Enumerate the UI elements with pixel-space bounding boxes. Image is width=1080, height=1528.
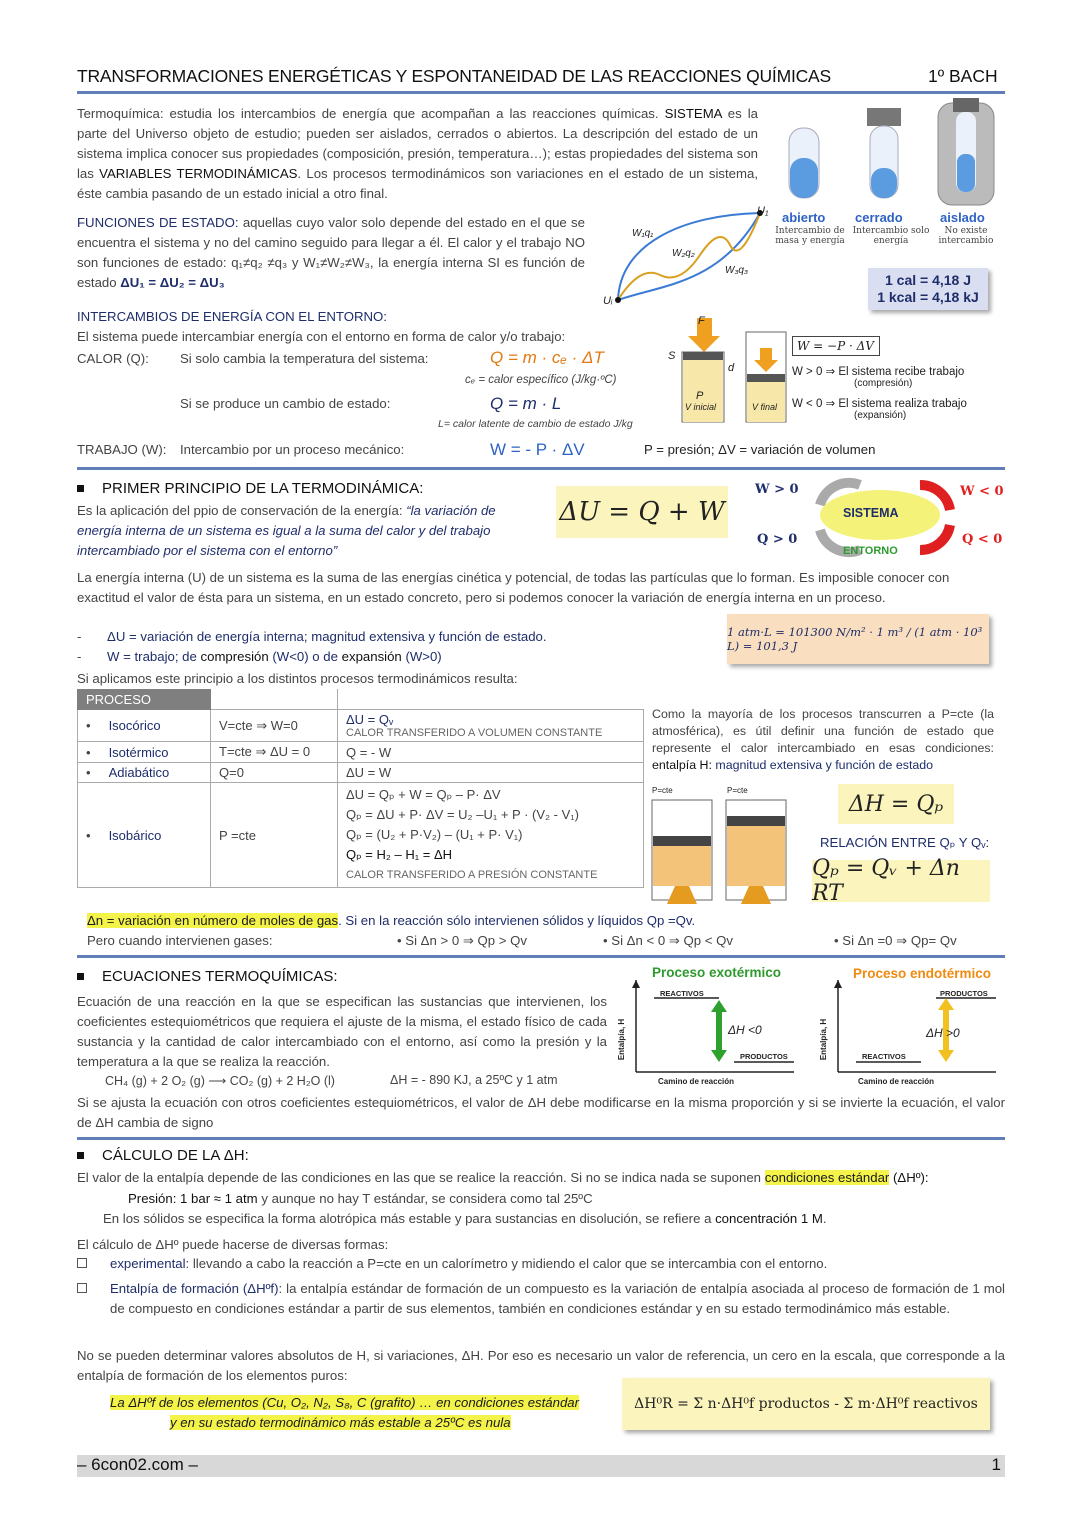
isolated-tube xyxy=(938,98,994,205)
table-row: • Adiabático Q=0 ΔU = W xyxy=(78,763,644,783)
checkbox-icon xyxy=(77,1258,87,1268)
gases-label: Pero cuando intervienen gases: xyxy=(87,933,273,948)
elementos-note: La ΔHºf de los elementos (Cu, O₂, N₂, S₈, C (grafito) … en condiciones estándar y en su estado termodinámico más estable a 25ºC es nula xyxy=(110,1395,580,1430)
piston-f-label: F xyxy=(698,315,705,327)
q-pos-label: Q > 0 xyxy=(757,532,798,547)
trabajo-note: P = presión; ΔV = variación de volumen xyxy=(644,442,876,457)
closed-tube xyxy=(867,108,901,198)
bullet-work: - W = trabajo; de compresión (W<0) o de expansión (W>0) xyxy=(77,649,442,664)
exo-diagram xyxy=(624,980,799,1080)
path-label-w3q3: W₃q₃ xyxy=(725,265,748,276)
table-row: • Isobárico P =cte ΔU = Qₚ + W = Qₚ – P· ΔV Qₚ = ΔU + P· ΔV = U₂ –U₁ + P · (V₂ - V₁) Qₚ = (U₂ + P·V₂) – (U₁ + P· V₁) Qₚ = H₂ – H₁ = ΔH CALOR TRANSFERIDO A PRESIÓN CONSTANTE xyxy=(78,783,644,888)
atm-litre-box: 1 atm·L = 101300 N/m² · 1 m³ / (1 atm · 10³ L) = 101,3 J xyxy=(727,614,989,664)
entalpia-text: Como la mayoría de los procesos transcurren a P=cte (la atmosférica), es útil definir una función de estado que represente el calor intercambiado en esas condiciones: entalpía H: magnitud extensiva y función de estado xyxy=(652,707,994,772)
formas-line: El cálculo de ΔHº puede hacerse de diversas formas: xyxy=(77,1237,389,1252)
gases-case-3: • Si Δn =0 ⇒ Qp= Qv xyxy=(834,933,957,948)
bullet-square-icon xyxy=(77,1152,84,1159)
primer-principio-heading: PRIMER PRINCIPIO DE LA TERMODINÁMICA: xyxy=(77,480,423,497)
sistema-label: SISTEMA xyxy=(843,506,899,520)
endo-dh: ΔH >0 xyxy=(926,1026,960,1040)
table-row: • Isotérmico T=cte ⇒ ΔU = 0 Q = - W xyxy=(78,742,644,763)
endo-reactivos: REACTIVOS xyxy=(862,1052,906,1061)
table-header-proceso: PROCESO xyxy=(78,690,211,710)
trabajo-label: TRABAJO (W): xyxy=(77,442,167,457)
gases-case-1: • Si Δn > 0 ⇒ Qp > Qv xyxy=(397,933,528,948)
path-label-u1: U₁ xyxy=(757,205,769,217)
path-label-ui: Uᵢ xyxy=(603,295,613,307)
formacion-text: Entalpía de formación (ΔHºf): la entalpía estándar de formación de un compuesto es la variación de entalpía asociada al proceso de formación de 1 mol de compuesto en condiciones estándar a partir de sus elementos, también en condiciones estándar y en su estado termodinámico más estable. xyxy=(110,1281,1005,1316)
w-pos-label: W > 0 xyxy=(755,482,799,497)
intercambios-line: El sistema puede intercambiar energía con el entorno en forma de calor y/o trabajo: xyxy=(77,329,566,344)
rule-calculo xyxy=(77,1137,1005,1140)
tube-sub-cerrado: Intercambio solo energía xyxy=(852,226,930,246)
rule-primer xyxy=(77,467,1005,470)
isobaric-cylinders-figure xyxy=(650,786,815,906)
hess-formula-box: ΔH⁰R = Σ n·ΔH⁰f productos - Σ m·ΔH⁰f reactivos xyxy=(622,1378,990,1430)
pcte-label-left: P=cte xyxy=(652,786,673,795)
endo-ylabel: Entalpía, H xyxy=(819,1018,829,1061)
entorno-label: ENTORNO xyxy=(843,545,898,557)
tube-label-aislado: aislado xyxy=(940,210,985,225)
solidos-line: En los sólidos se especifica la forma alotrópica más estable y para sustancias en disolución, se refiere a concentración 1 M. xyxy=(103,1211,827,1226)
primer-text: Es la aplicación del ppio de conservación de la energía: “la variación de energía interna de un sistema es igual a la suma del calor y del trabajo intercambiado por el sistema con el entorno” xyxy=(77,503,496,558)
footer-bar xyxy=(77,1455,1005,1477)
path-label-w2q2: W₂q₂ xyxy=(672,248,695,259)
w-negative: W < 0 ⇒ El sistema realiza trabajo xyxy=(792,398,967,410)
bullet-square-icon xyxy=(77,485,84,492)
state-path-figure xyxy=(600,205,780,315)
tube-sub-abierto: Intercambio de masa y energía xyxy=(775,226,845,246)
calor-label: CALOR (Q): xyxy=(77,351,149,366)
absolutos-text: No se pueden determinar valores absolutos de H, si variaciones, ΔH. Por eso es necesario un valor de referencia, un cero en la escala, que corresponde a la entalpía de formación de los elementos puros: xyxy=(77,1348,1005,1383)
open-tube xyxy=(789,128,819,198)
page-number: 1 xyxy=(991,1455,1001,1474)
tube-sub-aislado: No existe intercambio xyxy=(938,226,994,246)
course-level: 1º BACH xyxy=(928,66,998,86)
intercambios-title: INTERCAMBIOS DE ENERGÍA CON EL ENTORNO: xyxy=(77,309,387,324)
delta-n-line: Δn = variación en número de moles de gas. Si en la reacción sólo intervienen sólidos y líquidos Qp =Qv. xyxy=(87,913,696,928)
w-positive-sub: (compresión) xyxy=(854,378,913,389)
system-tubes-figure xyxy=(775,98,1005,210)
calculo-p1: El valor de la entalpía depende de las condiciones en las que se realice la reacción. Si no se indica nada se suponen condiciones estándar (ΔHº): xyxy=(77,1170,929,1185)
qp-qv-equation: Qₚ = Qᵥ + Δn RT xyxy=(812,860,990,902)
calculo-heading: CÁLCULO DE LA ΔH: xyxy=(77,1147,249,1164)
footer-site: – 6con02.com – xyxy=(77,1455,198,1474)
first-law-equation: ΔU = Q + W xyxy=(556,486,728,538)
exo-xlabel: Camino de reacción xyxy=(658,1077,735,1086)
piston-vfinal-label: V final xyxy=(752,402,778,412)
funciones-estado-text: FUNCIONES DE ESTADO: aquellas cuyo valor solo depende del estado en el que se encuentra el sistema y no del camino seguido para llegar a él. El calor y el trabajo NO son funciones de estado: q₁≠q₂ ≠q₃ y W₁≠W₂≠W₃, la energía interna SI es función de estado ΔU₁ = ΔU₂ = ΔU₃ xyxy=(77,215,585,290)
l-note: L= calor latente de cambio de estado J/kg xyxy=(438,418,633,430)
checkbox-icon xyxy=(77,1283,87,1293)
exo-title: Proceso exotérmico xyxy=(652,965,782,980)
exo-ylabel: Entalpía, H xyxy=(617,1018,627,1061)
process-table xyxy=(77,689,644,888)
q-neg-label: Q < 0 xyxy=(962,532,1003,547)
reaction-dh: ΔH = - 890 KJ, a 25ºC y 1 atm xyxy=(390,1073,558,1087)
header-rule xyxy=(77,91,1005,94)
trabajo-eq: W = - P · ΔV xyxy=(490,440,585,459)
bullet-delta-u: - ΔU = variación de energía interna; magnitud extensiva y función de estado. xyxy=(77,629,547,644)
calor-temp-text: Si solo cambia la temperatura del sistema: xyxy=(180,351,429,366)
exo-dh: ΔH <0 xyxy=(728,1023,762,1037)
exo-reactivos: REACTIVOS xyxy=(660,989,704,998)
tube-label-abierto: abierto xyxy=(782,210,826,225)
path-label-w1q1: W₁q₁ xyxy=(632,228,654,239)
piston-s-label: S xyxy=(668,350,676,362)
piston-vinicial-label: V inicial xyxy=(685,402,717,412)
energia-interna-paragraph: La energía interna (U) de un sistema es la suma de las energías cinética y potencial, de todas las partículas que lo forman. Es imposible conocer con exactitud el valor de ésta para un sistema, en un estado concreto, pero si podemos conocer la variación de energía interna en un proceso. xyxy=(77,570,950,605)
w-negative-sub: (expansión) xyxy=(854,410,907,421)
reaction-equation: CH₄ (g) + 2 O₂ (g) ⟶ CO₂ (g) + 2 H₂O (l) xyxy=(105,1074,335,1088)
w-neg-label: W < 0 xyxy=(960,484,1004,499)
bullet-square-icon xyxy=(77,973,84,980)
presion-line: Presión: 1 bar ≈ 1 atm y aunque no hay T estándar, se considera como tal 25ºC xyxy=(128,1191,593,1206)
relacion-label: RELACIÓN ENTRE Qₚ Y Qᵥ: xyxy=(820,835,990,850)
calor-eq1: Q = m · cₑ · ΔT xyxy=(490,348,604,367)
apply-text: Si aplicamos este principio a los distintos procesos termodinámicos resulta: xyxy=(77,671,518,686)
table-row: • Isocórico V=cte ⇒ W=0 ΔU = Qᵥ CALOR TRANSFERIDO A VOLUMEN CONSTANTE xyxy=(78,710,644,742)
page-title: TRANSFORMACIONES ENERGÉTICAS Y ESPONTANEIDAD DE LAS REACCIONES QUÍMICAS xyxy=(77,66,831,86)
piston-d-label: d xyxy=(728,362,735,374)
cal-conversion-box: 1 cal = 4,18 J 1 kcal = 4,18 kJ xyxy=(868,268,988,310)
calor-eq2: Q = m · L xyxy=(490,394,562,413)
rule-ecuaciones xyxy=(77,955,1005,958)
experimental-line: experimental: llevando a cabo la reacción a P=cte en un calorímetro y midiendo el calor que se intercambia con el entorno. xyxy=(110,1256,828,1271)
piston-p-label: P xyxy=(696,390,704,402)
ce-note: cₑ = calor específico (J/kg·ºC) xyxy=(465,374,617,386)
endo-productos: PRODUCTOS xyxy=(940,989,988,998)
calor-estado-text: Si se produce un cambio de estado: xyxy=(180,396,391,411)
ecuaciones-heading: ECUACIONES TERMOQUÍMICAS: xyxy=(77,968,338,985)
endo-title: Proceso endotérmico xyxy=(853,966,992,981)
endo-xlabel: Camino de reacción xyxy=(858,1077,935,1086)
tube-label-cerrado: cerrado xyxy=(855,210,903,225)
w-positive: W > 0 ⇒ El sistema recibe trabajo xyxy=(792,366,965,378)
trabajo-text: Intercambio por un proceso mecánico: xyxy=(180,442,405,457)
w-equation-box: W = −P · ΔV xyxy=(792,336,880,356)
exo-productos: PRODUCTOS xyxy=(740,1052,788,1061)
enthalpy-equation: ΔH = Qₚ xyxy=(838,784,954,824)
ecuaciones-text: Ecuación de una reacción en la que se especifican las sustancias que intervienen, los coeficientes estequiométricos que requiera el ajuste de la misma, el estado físico de cada sustancia y la cantidad de calor intercambiado con el entorno, así como la presión y la temperatura a la que se realiza la reacción. xyxy=(77,994,607,1069)
intro-paragraph: Termoquímica: estudia los intercambios de energía que acompañan a las reacciones químicas. SISTEMA es la parte del Universo objeto de estudio; pueden ser aislados, cerrados o abiertos. La descripción del estado de un sistema implica conocer sus propiedades (composición, presión, temperatura…); estas propiedades del sistema son las VARIABLES TERMODINÁMICAS. Los procesos termodinámicos son variaciones en el estado de un sistema, éste cambia pasando de un estado inicial a otro final. xyxy=(77,106,759,201)
ecuaciones-after: Si se ajusta la ecuación con otros coeficientes estequiométricos, el valor de ΔH debe modificarse en la misma proporción y si se invierte la ecuación, el valor de ΔH cambia de signo xyxy=(77,1095,1005,1130)
pcte-label-right: P=cte xyxy=(727,786,748,795)
gases-case-2: • Si Δn < 0 ⇒ Qp < Qv xyxy=(603,933,734,948)
